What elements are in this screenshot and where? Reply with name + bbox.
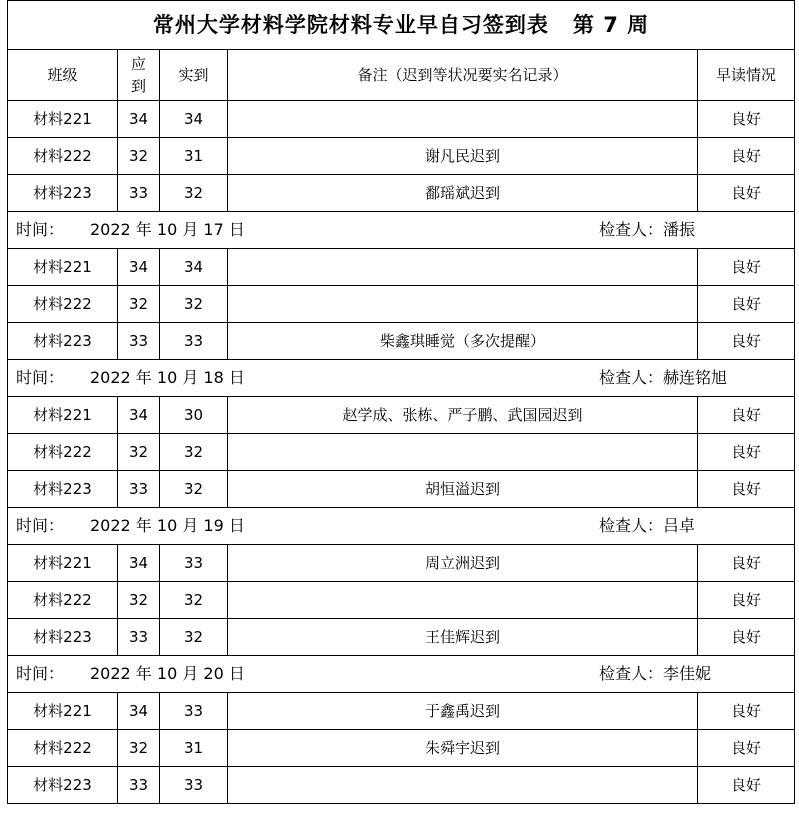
should-attend-cell: 34 (118, 101, 160, 138)
header-row (8, 50, 795, 101)
should-attend-cell: 32 (118, 582, 160, 619)
actual-attend-cell: 32 (160, 175, 228, 212)
actual-attend-cell: 32 (160, 434, 228, 471)
table-row (8, 323, 795, 360)
should-attend-cell: 34 (118, 693, 160, 730)
reading-status-cell: 良好 (698, 323, 795, 360)
actual-attend-cell: 32 (160, 286, 228, 323)
day-header-row (8, 656, 795, 693)
reading-status-cell: 良好 (698, 730, 795, 767)
day-header-row (8, 212, 795, 249)
table-row (8, 175, 795, 212)
class-cell: 材料222 (8, 138, 118, 175)
day-header-cell (8, 508, 795, 545)
table-row (8, 249, 795, 286)
note-cell (228, 286, 698, 323)
class-cell: 材料223 (8, 323, 118, 360)
should-attend-cell: 33 (118, 175, 160, 212)
time-label: 时间： (16, 220, 65, 239)
should-attend-cell: 32 (118, 286, 160, 323)
actual-attend-cell: 31 (160, 138, 228, 175)
header-reading: 早读情况 (698, 50, 795, 101)
reading-status-cell: 良好 (698, 249, 795, 286)
note-cell: 于鑫禹迟到 (228, 693, 698, 730)
note-cell (228, 582, 698, 619)
note-cell (228, 101, 698, 138)
actual-attend-cell: 33 (160, 323, 228, 360)
week-label: 第 7 周 (572, 13, 650, 37)
should-attend-cell: 33 (118, 767, 160, 804)
note-cell: 胡恒溢迟到 (228, 471, 698, 508)
class-cell: 材料222 (8, 286, 118, 323)
note-cell: 谢凡民迟到 (228, 138, 698, 175)
day-header-cell (8, 212, 795, 249)
reading-status-cell: 良好 (698, 175, 795, 212)
reading-status-cell: 良好 (698, 397, 795, 434)
checker-label: 检查人：潘振 (599, 220, 696, 239)
actual-attend-cell: 33 (160, 545, 228, 582)
attendance-sheet (7, 0, 795, 804)
table-row (8, 730, 795, 767)
actual-attend-cell: 34 (160, 249, 228, 286)
class-cell: 材料221 (8, 545, 118, 582)
table-row (8, 101, 795, 138)
table-row (8, 471, 795, 508)
checker-label: 检查人：李佳妮 (599, 664, 712, 683)
actual-attend-cell: 32 (160, 471, 228, 508)
should-attend-cell: 33 (118, 471, 160, 508)
note-cell (228, 249, 698, 286)
reading-status-cell: 良好 (698, 471, 795, 508)
header-actual: 实到 (160, 50, 228, 101)
note-cell (228, 434, 698, 471)
table-row (8, 138, 795, 175)
class-cell: 材料222 (8, 730, 118, 767)
should-attend-cell: 34 (118, 545, 160, 582)
table-row (8, 619, 795, 656)
should-attend-cell: 33 (118, 323, 160, 360)
class-cell: 材料221 (8, 693, 118, 730)
reading-status-cell: 良好 (698, 582, 795, 619)
actual-attend-cell: 33 (160, 693, 228, 730)
reading-status-cell: 良好 (698, 693, 795, 730)
day-header-row (8, 360, 795, 397)
note-cell: 柴鑫琪睡觉（多次提醒） (228, 323, 698, 360)
date-value: 2022 年 10 月 18 日 (90, 368, 245, 387)
header-should (118, 50, 160, 101)
actual-attend-cell: 31 (160, 730, 228, 767)
class-cell: 材料222 (8, 582, 118, 619)
table-row (8, 693, 795, 730)
date-value: 2022 年 10 月 17 日 (90, 220, 245, 239)
reading-status-cell: 良好 (698, 101, 795, 138)
table-row (8, 767, 795, 804)
header-notes: 备注（迟到等状况要实名记录） (228, 50, 698, 101)
reading-status-cell: 良好 (698, 434, 795, 471)
reading-status-cell: 良好 (698, 138, 795, 175)
note-cell: 鄱瑶斌迟到 (228, 175, 698, 212)
time-label: 时间： (16, 368, 65, 387)
table-row (8, 582, 795, 619)
reading-status-cell: 良好 (698, 286, 795, 323)
should-attend-cell: 32 (118, 730, 160, 767)
actual-attend-cell: 34 (160, 101, 228, 138)
day-header-cell (8, 360, 795, 397)
table-row (8, 545, 795, 582)
class-cell: 材料221 (8, 101, 118, 138)
note-cell (228, 767, 698, 804)
class-cell: 材料221 (8, 249, 118, 286)
header-should-line1: 应 (130, 55, 146, 73)
table-row (8, 434, 795, 471)
reading-status-cell: 良好 (698, 767, 795, 804)
header-should-line2: 到 (130, 77, 146, 95)
checker-label: 检查人：赫连铭旭 (599, 368, 728, 387)
reading-status-cell: 良好 (698, 545, 795, 582)
date-value: 2022 年 10 月 20 日 (90, 664, 245, 683)
time-label: 时间： (16, 516, 65, 535)
class-cell: 材料223 (8, 619, 118, 656)
should-attend-cell: 32 (118, 434, 160, 471)
note-cell: 赵学成、张栋、严子鹏、武国园迟到 (228, 397, 698, 434)
class-cell: 材料222 (8, 434, 118, 471)
should-attend-cell: 34 (118, 249, 160, 286)
should-attend-cell: 32 (118, 138, 160, 175)
class-cell: 材料221 (8, 397, 118, 434)
class-cell: 材料223 (8, 471, 118, 508)
class-cell: 材料223 (8, 175, 118, 212)
note-cell: 周立洲迟到 (228, 545, 698, 582)
time-label: 时间： (16, 664, 65, 683)
header-class: 班级 (8, 50, 118, 101)
actual-attend-cell: 33 (160, 767, 228, 804)
date-value: 2022 年 10 月 19 日 (90, 516, 245, 535)
reading-status-cell: 良好 (698, 619, 795, 656)
table-row (8, 286, 795, 323)
day-header-row (8, 508, 795, 545)
note-cell: 王佳辉迟到 (228, 619, 698, 656)
sheet-title-main: 常州大学材料学院材料专业早自习签到表 (152, 13, 549, 37)
actual-attend-cell: 32 (160, 582, 228, 619)
note-cell: 朱舜宇迟到 (228, 730, 698, 767)
actual-attend-cell: 30 (160, 397, 228, 434)
sheet-title (8, 1, 795, 50)
table-row (8, 397, 795, 434)
actual-attend-cell: 32 (160, 619, 228, 656)
checker-label: 检查人：吕卓 (599, 516, 696, 535)
should-attend-cell: 34 (118, 397, 160, 434)
should-attend-cell: 33 (118, 619, 160, 656)
day-header-cell (8, 656, 795, 693)
class-cell: 材料223 (8, 767, 118, 804)
title-row (8, 1, 795, 50)
